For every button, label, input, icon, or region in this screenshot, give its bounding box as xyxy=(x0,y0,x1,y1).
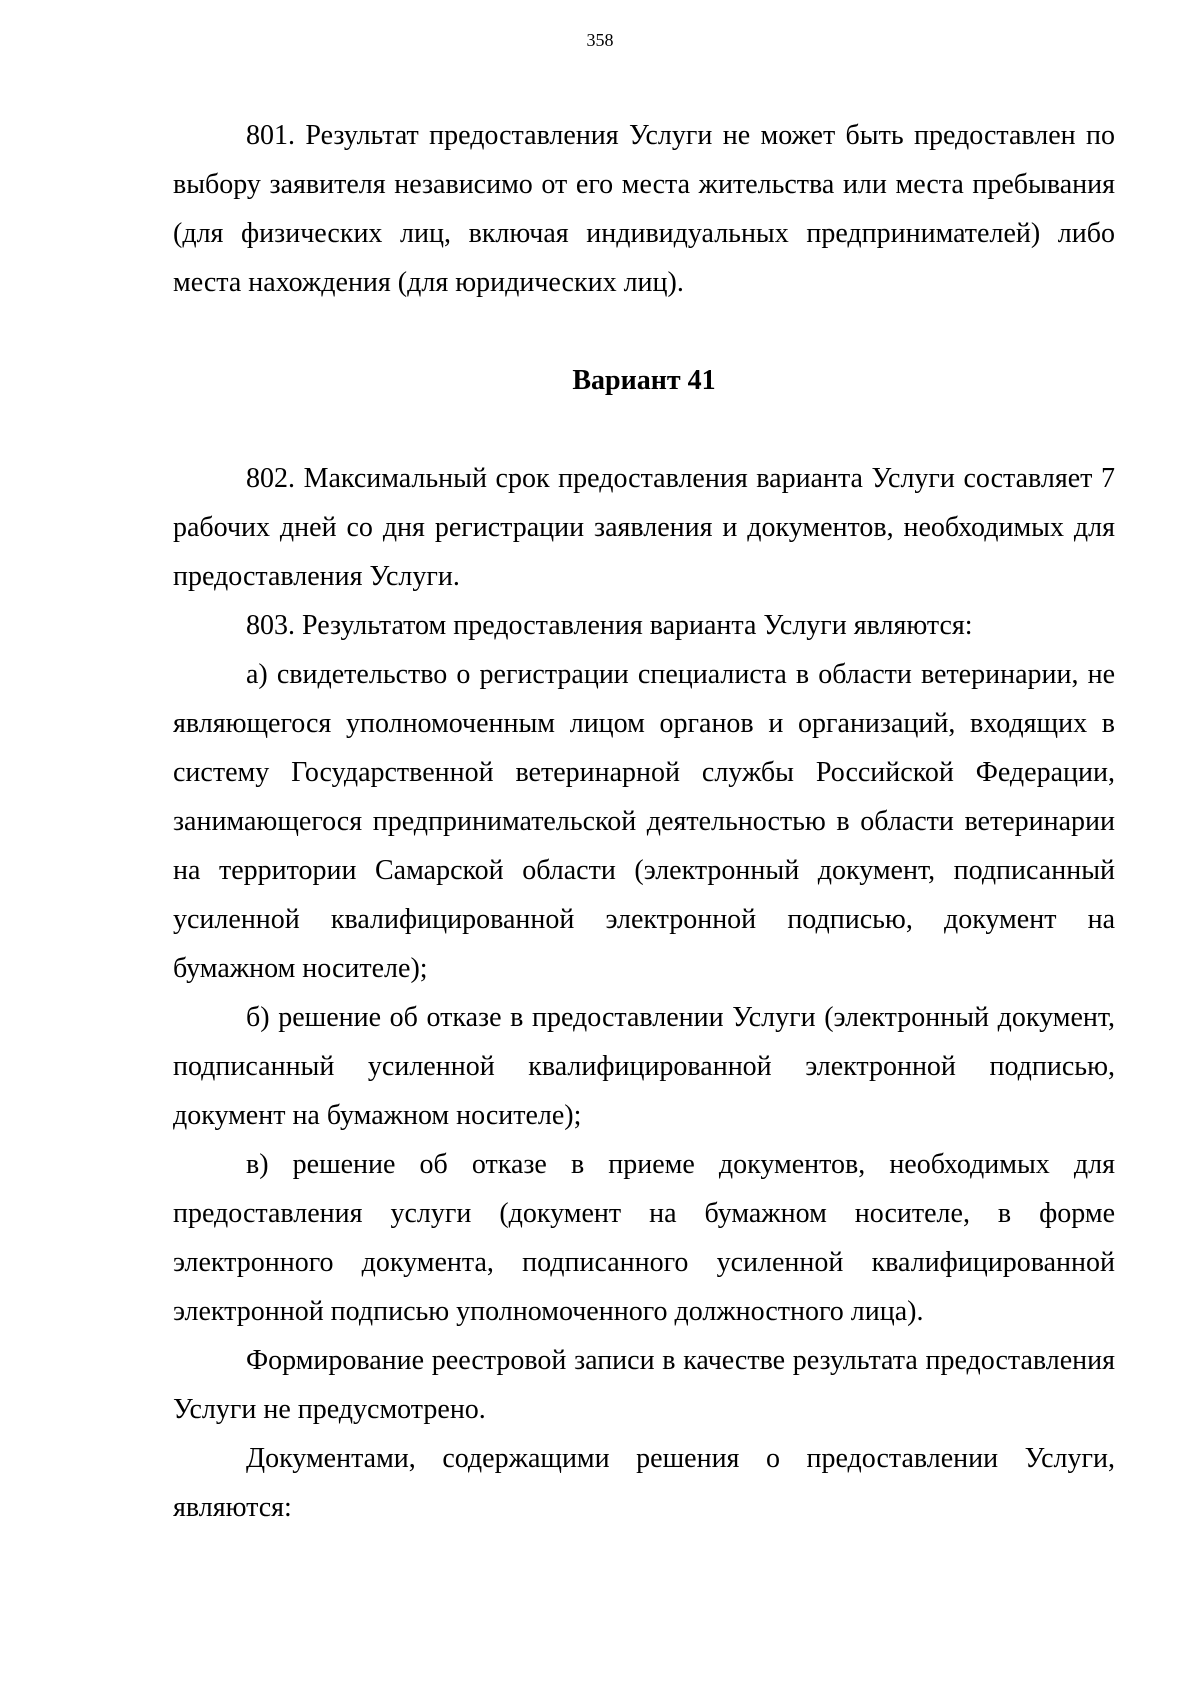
paragraph-802: 802. Максимальный срок предоставления варианта Услуги составляет 7 рабочих дней со дня регистрации заявления и документов, необходимых для предоставления Услуги. xyxy=(173,463,1115,592)
list-item-a: а) свидетельство о регистрации специалиста в области ветеринарии, не являющегося уполномоченным лицом органов и организаций, входящих в систему Государственной ветеринарной службы Российской Федерации, занимающегося предпринимательской деятельностью в области ветеринарии на территории Самарской области (электронный документ, подписанный усиленной квалифицированной электронной подписью, документ на бумажном носителе); xyxy=(173,659,1115,984)
spacer xyxy=(173,307,1115,356)
list-item-v: в) решение об отказе в приеме документов, необходимых для предоставления услуги (документ на бумажном носителе, в форме электронного документа, подписанного усиленной квалифицированной электронной подписью уполномоченного должностного лица). xyxy=(173,1149,1115,1327)
paragraph-803: 803. Результатом предоставления варианта Услуги являются: xyxy=(246,610,973,641)
section-heading: Вариант 41 xyxy=(572,365,716,396)
list-item-b: б) решение об отказе в предоставлении Услуги (электронный документ, подписанный усиленной квалифицированной электронной подписью, документ на бумажном носителе); xyxy=(173,1002,1115,1131)
paragraph-registry: Формирование реестровой записи в качестве результата предоставления Услуги не предусмотрено. xyxy=(173,1345,1115,1425)
page-number: 358 xyxy=(586,30,614,50)
spacer xyxy=(173,405,1115,454)
document-body xyxy=(173,111,1115,1532)
paragraph-documents: Документами, содержащими решения о предоставлении Услуги, являются: xyxy=(173,1443,1115,1523)
paragraph-801: 801. Результат предоставления Услуги не может быть предоставлен по выбору заявителя независимо от его места жительства или места пребывания (для физических лиц, включая индивидуальных предпринимателей) либо места нахождения (для юридических лиц). xyxy=(173,120,1115,298)
